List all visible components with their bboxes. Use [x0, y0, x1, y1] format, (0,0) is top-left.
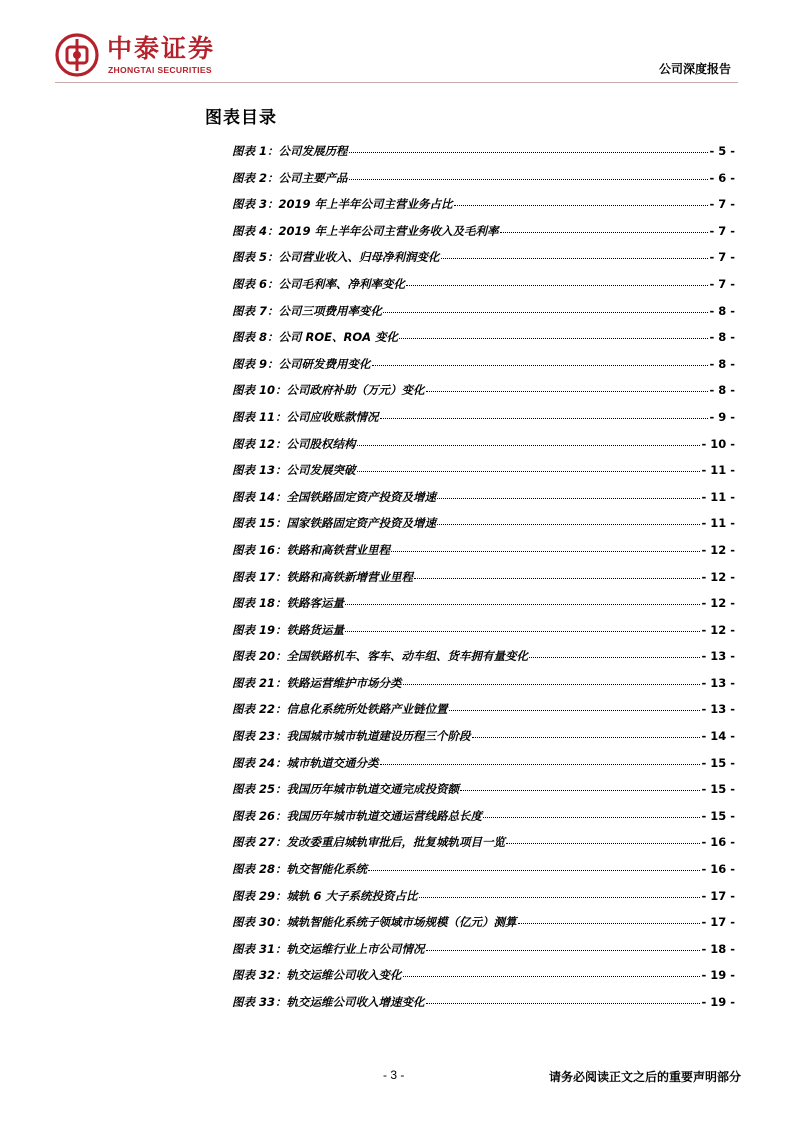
- toc-dot-leader: [426, 391, 709, 392]
- toc-dot-leader: [419, 897, 701, 898]
- toc-entry-page[interactable]: - 5 -: [709, 144, 735, 158]
- toc-entry-page[interactable]: - 8 -: [709, 383, 735, 398]
- toc-entry-page[interactable]: - 12 -: [701, 622, 735, 637]
- toc-entry-label[interactable]: 图表 13：公司发展突破: [232, 463, 356, 478]
- toc-entry-label[interactable]: 图表 20：全国铁路机车、客车、动车组、货车拥有量变化: [232, 649, 529, 664]
- footer-disclaimer: 请务必阅读正文之后的重要声明部分: [548, 1070, 741, 1084]
- toc-entry[interactable]: [232, 382, 735, 409]
- toc-entry-label[interactable]: 图表 1：公司发展历程: [232, 144, 348, 158]
- toc-entry-page[interactable]: - 7 -: [709, 197, 735, 212]
- toc-entry[interactable]: [232, 701, 735, 728]
- toc-entry-page[interactable]: - 7 -: [709, 276, 735, 291]
- toc-dot-leader: [518, 923, 701, 924]
- toc-entry-label[interactable]: 图表 2：公司主要产品: [232, 170, 348, 185]
- toc-dot-leader: [426, 1003, 701, 1004]
- toc-dot-leader: [483, 817, 700, 818]
- toc-entry-page[interactable]: - 11 -: [701, 489, 735, 504]
- toc-entry-label[interactable]: 图表 27：发改委重启城轨审批后，批复城轨项目一览: [232, 835, 506, 850]
- toc-dot-leader: [391, 551, 700, 552]
- toc-entry[interactable]: [232, 223, 735, 250]
- toc-entry[interactable]: [232, 781, 735, 808]
- toc-entry-label[interactable]: 图表 18：铁路客运量: [232, 596, 345, 611]
- toc-dot-leader: [357, 445, 701, 446]
- toc-entry-label[interactable]: 图表 30：城轨智能化系统子领域市场规模（亿元）测算: [232, 915, 517, 930]
- toc-dot-leader: [399, 338, 708, 339]
- toc-entry-page[interactable]: - 7 -: [709, 223, 735, 238]
- toc-entry[interactable]: [232, 489, 735, 516]
- toc-dot-leader: [383, 312, 708, 313]
- toc-entry-page[interactable]: - 8 -: [709, 356, 735, 371]
- toc-entry-label[interactable]: 图表 16：铁路和高铁营业里程: [232, 542, 391, 557]
- page-number: - 3 -: [383, 1068, 405, 1082]
- toc-dot-leader: [414, 578, 700, 579]
- toc-entry[interactable]: [232, 143, 735, 170]
- toc-entry-page[interactable]: - 13 -: [701, 702, 735, 717]
- toc-entry-label[interactable]: 图表 21：铁路运营维护市场分类: [232, 675, 402, 690]
- toc-dot-leader: [437, 498, 700, 499]
- logo-text-en: ZHONGTAI SECURITIES: [108, 65, 212, 75]
- toc-entry[interactable]: [232, 728, 735, 755]
- toc-entry-page[interactable]: - 12 -: [701, 569, 735, 584]
- toc-entry-page[interactable]: - 15 -: [701, 782, 735, 797]
- toc-entry-page[interactable]: - 16 -: [701, 835, 735, 850]
- toc-entry[interactable]: [232, 648, 735, 675]
- toc-dot-leader: [368, 870, 700, 871]
- toc-entry-label[interactable]: 图表 4：2019 年上半年公司主营业务收入及毛利率: [232, 223, 499, 238]
- toc-dot-leader: [437, 524, 700, 525]
- toc-entry-page[interactable]: - 14 -: [701, 729, 735, 744]
- toc-dot-leader: [345, 631, 700, 632]
- toc-entry-label[interactable]: 图表 23：我国城市城市轨道建设历程三个阶段: [232, 729, 471, 744]
- toc-dot-leader: [372, 365, 709, 366]
- toc-entry-page[interactable]: - 11 -: [701, 516, 735, 531]
- toc-entry-label[interactable]: 图表 3：2019 年上半年公司主营业务占比: [232, 197, 453, 212]
- toc-entry[interactable]: [232, 861, 735, 888]
- toc-entry-label[interactable]: 图表 26：我国历年城市轨道交通运营线路总长度: [232, 808, 483, 823]
- toc-dot-leader: [472, 737, 701, 738]
- toc-entry[interactable]: [232, 249, 735, 276]
- toc-entry[interactable]: [232, 542, 735, 569]
- toc-dot-leader: [349, 152, 709, 153]
- company-logo: [55, 33, 255, 83]
- toc-dot-leader: [426, 950, 701, 951]
- toc-entry[interactable]: [232, 914, 735, 941]
- toc-entry[interactable]: [232, 170, 735, 197]
- toc-dot-leader: [403, 684, 701, 685]
- logo-text-cn: 中泰证券: [107, 34, 216, 63]
- toc-entry-label[interactable]: 图表 28：轨交智能化系统: [232, 862, 368, 877]
- report-type-label: 公司深度报告: [658, 62, 731, 76]
- toc-entry-page[interactable]: - 12 -: [701, 596, 735, 611]
- toc-dot-leader: [357, 471, 701, 472]
- toc-entry-label[interactable]: 图表 12：公司股权结构: [232, 436, 356, 451]
- toc-entry[interactable]: [232, 409, 735, 436]
- toc-entry-page[interactable]: - 11 -: [701, 463, 735, 478]
- toc-entry[interactable]: [232, 515, 735, 542]
- toc-dot-leader: [406, 285, 708, 286]
- toc-entry-label[interactable]: 图表 15：国家铁路固定资产投资及增速: [232, 516, 437, 531]
- toc-entry[interactable]: [232, 994, 735, 1021]
- toc-dot-leader: [380, 764, 701, 765]
- toc-entry-page[interactable]: - 16 -: [701, 862, 735, 877]
- figure-toc-list: [232, 143, 735, 1021]
- toc-entry-label[interactable]: 图表 7：公司三项费用率变化: [232, 303, 383, 318]
- toc-entry-page[interactable]: - 7 -: [709, 250, 735, 265]
- toc-dot-leader: [380, 418, 709, 419]
- toc-entry[interactable]: [232, 276, 735, 303]
- header-divider: [55, 82, 738, 83]
- toc-entry[interactable]: [232, 808, 735, 835]
- toc-entry-label[interactable]: 图表 9：公司研发费用变化: [232, 356, 371, 371]
- toc-entry-page[interactable]: - 8 -: [709, 303, 735, 318]
- toc-entry-page[interactable]: - 9 -: [709, 409, 735, 424]
- toc-entry-label[interactable]: 图表 17：铁路和高铁新增营业里程: [232, 569, 414, 584]
- toc-dot-leader: [454, 205, 709, 206]
- toc-dot-leader: [449, 710, 701, 711]
- toc-entry-label[interactable]: 图表 10：公司政府补助（万元）变化: [232, 383, 425, 398]
- toc-entry-label[interactable]: 图表 19：铁路货运量: [232, 622, 345, 637]
- toc-entry-page[interactable]: - 19 -: [701, 968, 735, 983]
- toc-entry[interactable]: [232, 967, 735, 994]
- toc-entry-label[interactable]: 图表 31：轨交运维行业上市公司情况: [232, 941, 425, 956]
- toc-entry[interactable]: [232, 329, 735, 356]
- toc-entry-label[interactable]: 图表 8：公司 ROE、ROA 变化: [232, 330, 399, 345]
- toc-entry-page[interactable]: - 17 -: [701, 888, 735, 903]
- toc-dot-leader: [500, 232, 709, 233]
- toc-entry-page[interactable]: - 18 -: [701, 941, 735, 956]
- toc-entry-page[interactable]: - 13 -: [701, 649, 735, 664]
- toc-dot-leader: [345, 604, 700, 605]
- toc-dot-leader: [441, 258, 709, 259]
- zhongtai-logo-icon: [55, 33, 99, 77]
- toc-entry-label[interactable]: 图表 6：公司毛利率、净利率变化: [232, 276, 406, 291]
- toc-entry-label[interactable]: 图表 11：公司应收账款情况: [232, 409, 379, 424]
- toc-dot-leader: [506, 843, 700, 844]
- toc-entry[interactable]: [232, 436, 735, 463]
- toc-entry-page[interactable]: - 6 -: [709, 170, 735, 185]
- toc-entry-page[interactable]: - 19 -: [701, 995, 735, 1009]
- toc-entry[interactable]: [232, 196, 735, 223]
- toc-entry[interactable]: [232, 622, 735, 649]
- toc-dot-leader: [349, 179, 709, 180]
- toc-entry-page[interactable]: - 15 -: [701, 755, 735, 770]
- toc-entry[interactable]: [232, 303, 735, 330]
- toc-entry[interactable]: [232, 755, 735, 782]
- toc-entry-page[interactable]: - 15 -: [701, 808, 735, 823]
- toc-entry[interactable]: [232, 941, 735, 968]
- toc-entry-label[interactable]: 图表 25：我国历年城市轨道交通完成投资额: [232, 782, 460, 797]
- toc-entry-label[interactable]: 图表 5：公司营业收入、归母净利润变化: [232, 250, 440, 265]
- toc-entry-page[interactable]: - 17 -: [701, 915, 735, 930]
- toc-title: 图表目录: [205, 108, 277, 128]
- toc-entry[interactable]: [232, 569, 735, 596]
- toc-entry-label[interactable]: 图表 22：信息化系统所处铁路产业链位置: [232, 702, 448, 717]
- toc-entry-page[interactable]: - 8 -: [709, 330, 735, 345]
- toc-entry-label[interactable]: 图表 24：城市轨道交通分类: [232, 755, 379, 770]
- toc-entry[interactable]: [232, 888, 735, 915]
- toc-dot-leader: [529, 657, 700, 658]
- toc-entry[interactable]: [232, 462, 735, 489]
- toc-dot-leader: [460, 790, 700, 791]
- toc-entry[interactable]: [232, 834, 735, 861]
- toc-entry-label[interactable]: 图表 14：全国铁路固定资产投资及增速: [232, 489, 437, 504]
- toc-entry-label[interactable]: 图表 29：城轨 6 大子系统投资占比: [232, 888, 418, 903]
- toc-entry-label[interactable]: 图表 33：轨交运维公司收入增速变化: [232, 995, 425, 1009]
- toc-entry-page[interactable]: - 10 -: [701, 436, 735, 451]
- toc-entry-page[interactable]: - 13 -: [701, 675, 735, 690]
- toc-entry-label[interactable]: 图表 32：轨交运维公司收入变化: [232, 968, 402, 983]
- toc-entry[interactable]: [232, 675, 735, 702]
- toc-entry[interactable]: [232, 595, 735, 622]
- toc-dot-leader: [403, 976, 701, 977]
- toc-entry[interactable]: [232, 356, 735, 383]
- toc-entry-page[interactable]: - 12 -: [701, 542, 735, 557]
